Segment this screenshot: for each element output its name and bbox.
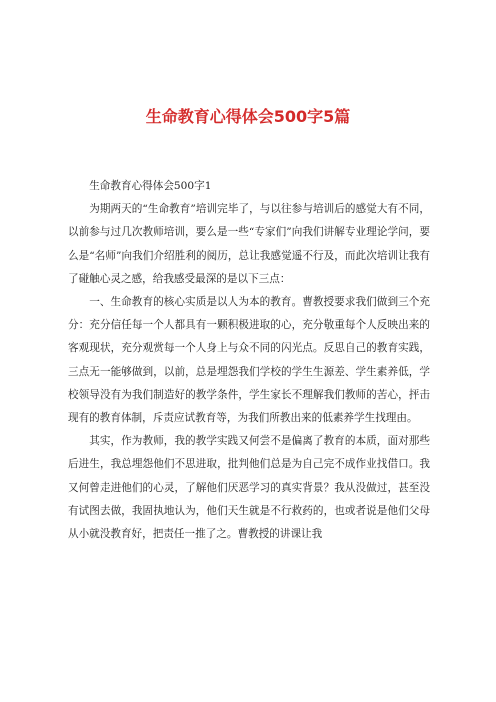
body-paragraph: 其实，作为教师，我的教学实践又何尝不是偏离了教育的本质，面对那些后进生，我总埋怨他们不思进取，批判他们总是为自己完不成作业找借口。我又何曾走进他们的心灵，了解他们厌恶学习的真实背景？我从没做过，甚至没有试图去做，我固执地认为，他们天生就是不行救药的，也或者说是他们父母从小就没教育好，把责任一推了之。曹教授的讲课让我 [68, 435, 430, 541]
section-heading: 生命教育心得体会500字1 [89, 180, 212, 192]
document-body [68, 175, 430, 546]
body-paragraph: 一、生命教育的核心实质是以人为本的教育。曹教授要求我们做到三个充分：充分信任每一个人都具有一颗积极进取的心，充分敬重每个人反映出来的客观现状，充分观赏每一个人身上与众不同的闪光点。反思自己的教育实践，三点无一能够做到，以前，总是埋怨我们学校的学生生源差、学生素养低，学校领导没有为我们制造好的教学条件，学生家长不理解我们教师的苦心，抨击现有的教育体制，斥责应试教育等，为我们所教出来的低素养学生找理由。 [68, 296, 430, 425]
body-paragraph: 为期两天的“生命教育”培训完毕了，与以往参与培训后的感觉大有不同，以前参与过几次教师培训，要么是一些“专家们”向我们讲解专业理论学问，要么是“名师”向我们介绍胜利的阅历，总让我感觉遥不行及，而此次培训让我有了碰触心灵之感，给我感受最深的是以下三点： [68, 203, 430, 285]
document-title: 生命教育心得体会500字5篇 [145, 107, 351, 126]
